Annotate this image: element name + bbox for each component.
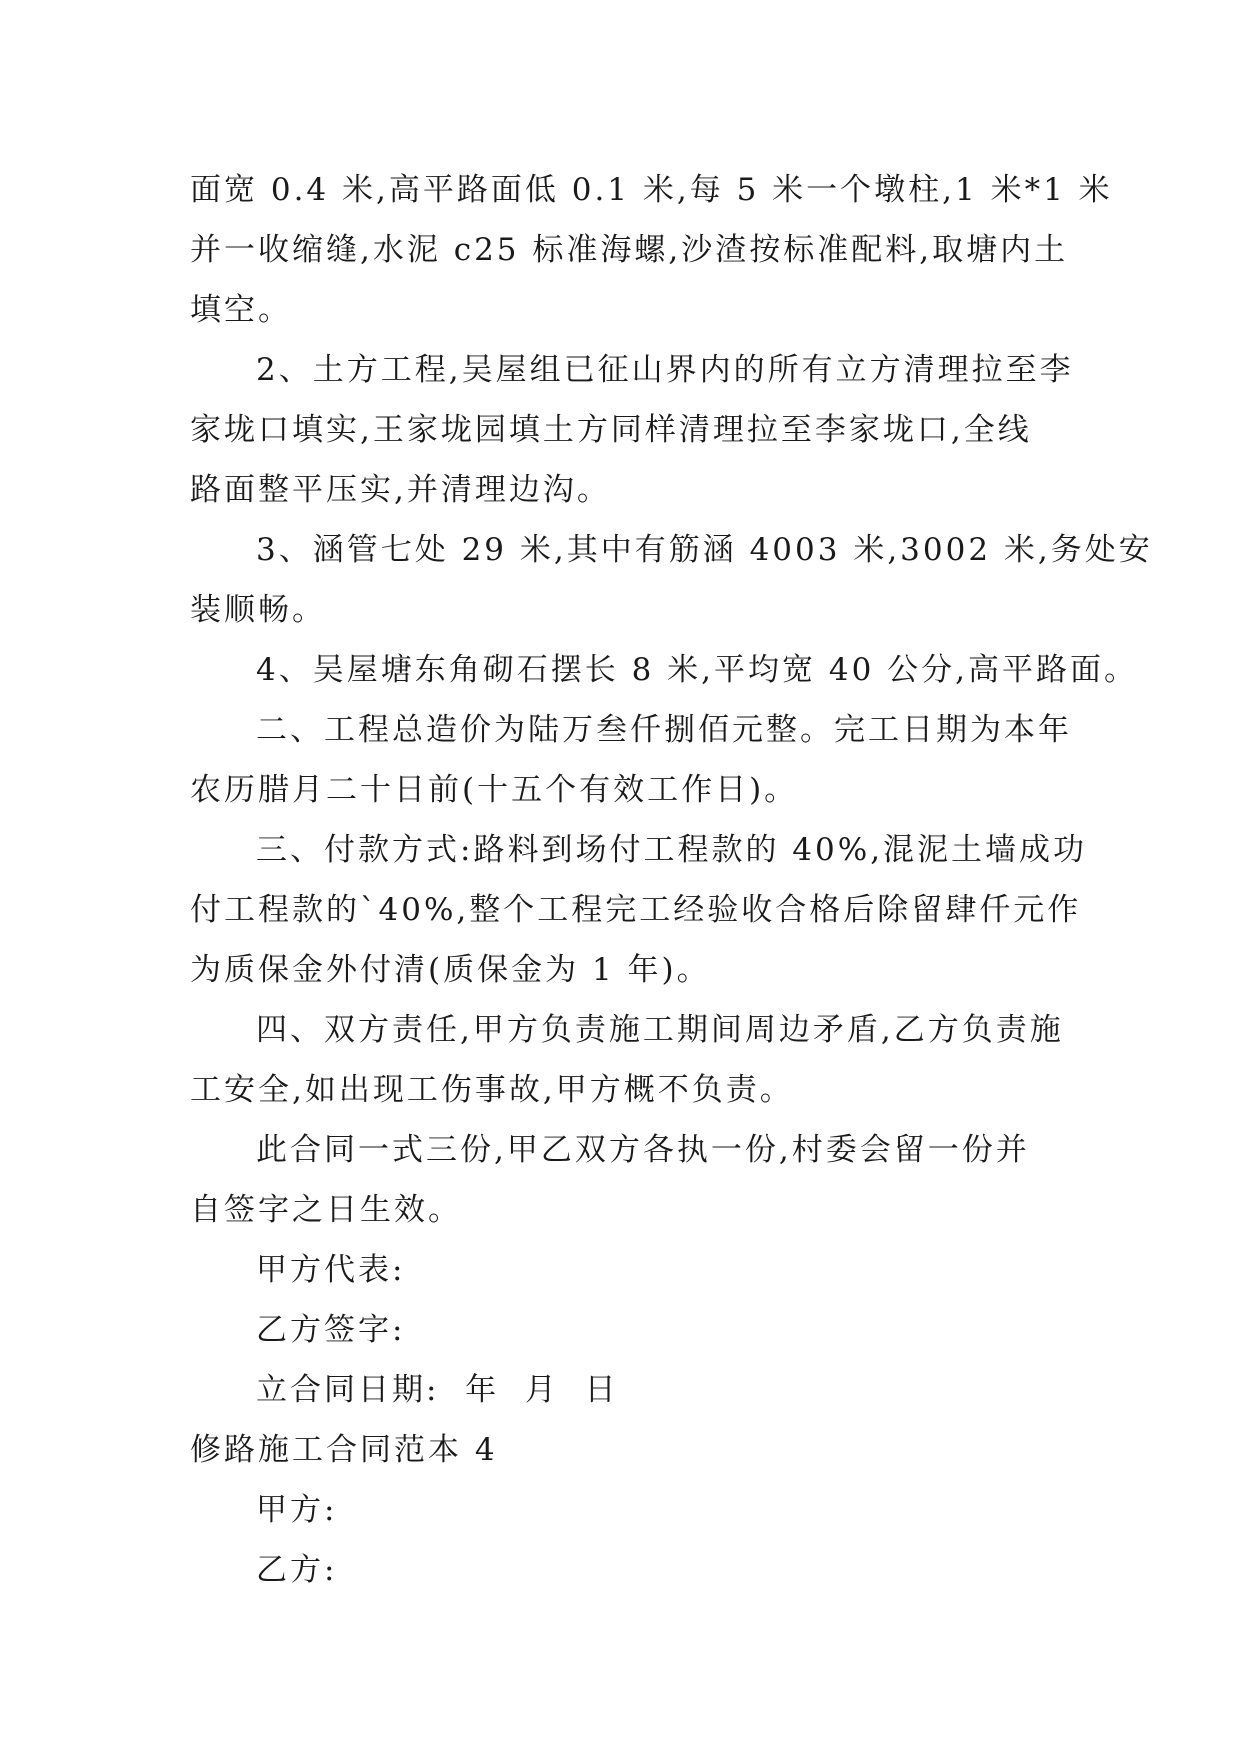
text-line: 2、土方工程,吴屋组已征山界内的所有立方清理拉至李	[256, 352, 1074, 388]
text-line: 此合同一式三份,甲乙双方各执一份,村委会留一份并	[256, 1132, 1030, 1168]
signature-party-a-label: 甲方代表:	[256, 1252, 406, 1288]
text-line: 付工程款的`40%,整个工程完工经验收合格后除留肆仟元作	[190, 892, 1082, 928]
party-b-label: 乙方:	[256, 1552, 338, 1588]
text-line: 家垅口填实,王家垅园填土方同样清理拉至李家垅口,全线	[190, 412, 1032, 448]
text-line: 农历腊月二十日前(十五个有效工作日)。	[190, 772, 799, 808]
text-line: 二、工程总造价为陆万叁仟捌佰元整。完工日期为本年	[256, 712, 1072, 748]
text-line: 并一收缩缝,水泥 c25 标准海螺,沙渣按标准配料,取塘内土	[190, 232, 1069, 268]
text-line: 三、付款方式:路料到场付工程款的 40%,混泥土墙成功	[256, 832, 1088, 868]
text-line: 4、吴屋塘东角砌石摆长 8 米,平均宽 40 公分,高平路面。	[256, 652, 1139, 688]
text-line: 路面整平压实,并清理边沟。	[190, 472, 611, 508]
text-line: 工安全,如出现工伤事故,甲方概不负责。	[190, 1072, 794, 1108]
text-line: 四、双方责任,甲方负责施工期间周边矛盾,乙方负责施	[256, 1012, 1064, 1048]
text-line: 3、涵管七处 29 米,其中有筋涵 4003 米,3002 米,务处安	[256, 532, 1153, 568]
contract-date-label: 立合同日期: 年 月 日	[256, 1372, 619, 1408]
text-line: 装顺畅。	[190, 592, 326, 628]
party-a-label: 甲方:	[256, 1492, 338, 1528]
text-line: 面宽 0.4 米,高平路面低 0.1 米,每 5 米一个墩柱,1 米*1 米	[190, 172, 1113, 208]
text-line: 填空。	[190, 292, 292, 328]
section-title: 修路施工合同范本 4	[190, 1432, 498, 1468]
text-line: 自签字之日生效。	[190, 1192, 462, 1228]
signature-party-b-label: 乙方签字:	[256, 1312, 406, 1348]
text-line: 为质保金外付清(质保金为 1 年)。	[190, 952, 711, 988]
